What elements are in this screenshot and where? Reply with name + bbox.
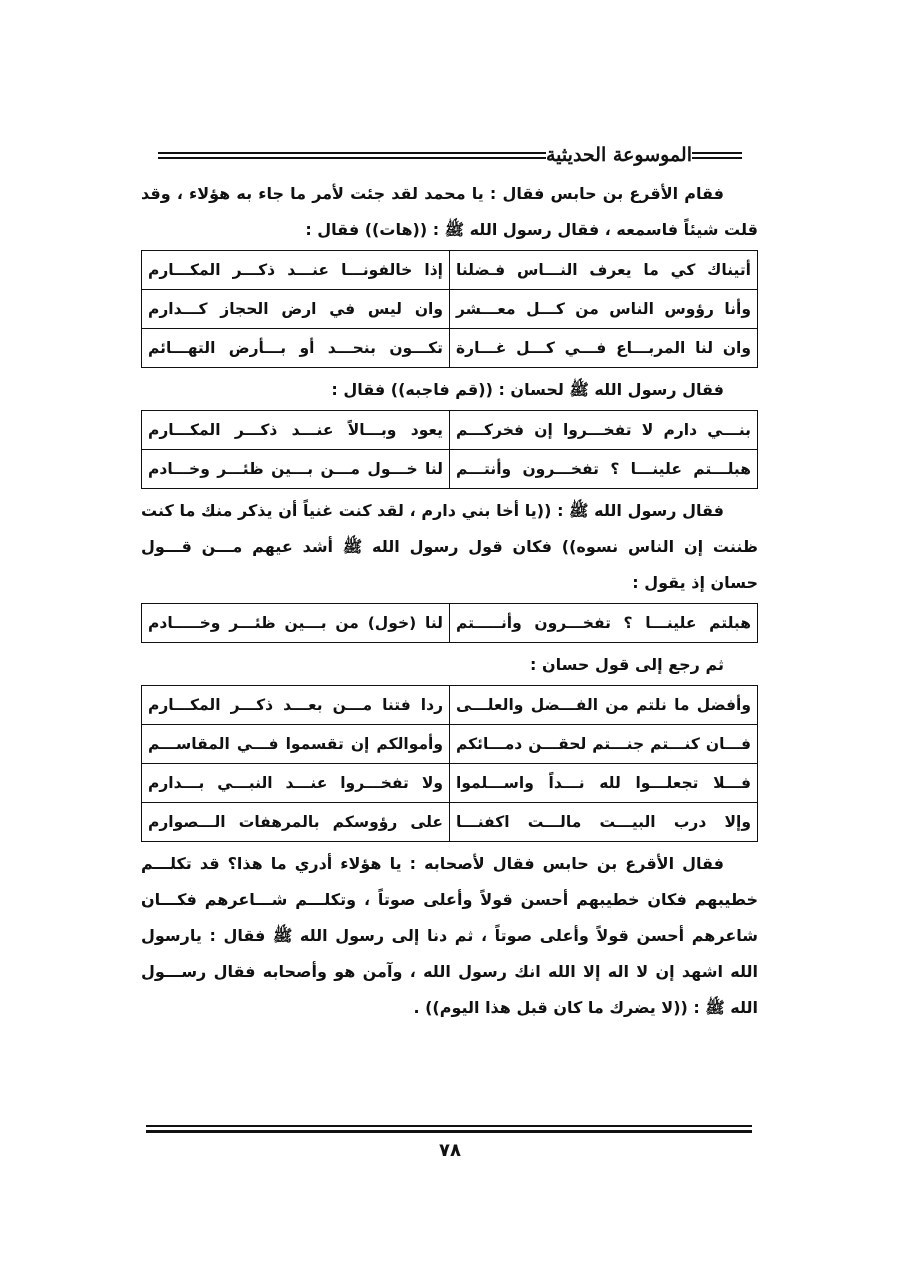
verse-first-half: وأفضل ما نلتم من الفـــضل والعلـــى <box>450 686 758 725</box>
poem-verse <box>142 411 758 450</box>
page-number: ٧٨ <box>439 1140 461 1161</box>
poem-table-2 <box>141 410 758 489</box>
verse-second-half: على رؤوسكم بالمرهفات الـــصوارم <box>142 803 450 842</box>
poem-verse <box>142 329 758 368</box>
verse-second-half: لنا (خول) من بـــين ظئـــر وخـــــادم <box>142 604 450 643</box>
poem-verse <box>142 290 758 329</box>
verse-second-half: ردا فتنا مـــن بعـــد ذكـــر المكـــارم <box>142 686 450 725</box>
paragraph-5: فقال الأقرع بن حابس فقال لأصحابه : يا هؤلاء أدري ما هذا؟ قد تكلـــم خطيبهم فكان خطيبهم أحسن قولاً وأعلى صوتاً ، وتكلـــم شـــاعرهم فكـــان شاعرهم أحسن قولاً وأعلى صوتاً ، ثم دنا إلى رسول الله ﷺ فقال : يارسول الله اشهد إن لا اله إلا الله انك رسول الله ، وآمن هو وأصحابه فقال رســـول الله ﷺ : ((لا يضرك ما كان قبل هذا اليوم)) . <box>141 854 758 1017</box>
verse-first-half: هبلـــتم علينـــا ؟ تفخـــرون وأنتـــم <box>450 450 758 489</box>
page-header-title: الموسوعة الحديثية <box>546 144 692 166</box>
poem-table-1 <box>141 250 758 368</box>
header-rule-long <box>158 152 546 159</box>
header-rule-short <box>692 152 742 159</box>
poem-table-3 <box>141 603 758 643</box>
verse-first-half: أتيناك كي ما يعرف النـــاس فـضلنا <box>450 251 758 290</box>
verse-first-half: بنـــي دارم لا تفخـــروا إن فخركـــم <box>450 411 758 450</box>
verse-second-half: لنا خـــول مـــن بـــين ظئـــر وخـــادم <box>142 450 450 489</box>
page-header <box>146 140 754 170</box>
poem-verse <box>142 450 758 489</box>
verse-first-half: فـــلا تجعلـــوا لله نـــداً واســـلموا <box>450 764 758 803</box>
verse-first-half: فـــان كنـــتم جنـــتم لحقـــن دمـــائكم <box>450 725 758 764</box>
verse-second-half: يعود وبـــالاً عنـــد ذكـــر المكـــارم <box>142 411 450 450</box>
poem-verse <box>142 764 758 803</box>
paragraph-2: فقال رسول الله ﷺ لحسان : ((قم فاجبه)) فقال : <box>331 380 724 399</box>
poem-verse <box>142 725 758 764</box>
footer-rule <box>146 1125 752 1133</box>
paragraph-3: فقال رسول الله ﷺ : ((يا أخا بني دارم ، لقد كنت غنياً أن يذكر منك ما كنت ظننت إن الناس نسوه)) فكان قول رسول الله ﷺ أشد عيهم مـــن قـــول حسان إذ يقول : <box>141 501 758 592</box>
verse-first-half: وإلا درب البيـــت مالـــت اكفنـــا <box>450 803 758 842</box>
page-content <box>141 176 758 1026</box>
verse-second-half: تكـــون بنحـــد أو بـــأرض التهـــائم <box>142 329 450 368</box>
paragraph-4: ثم رجع إلى قول حسان : <box>529 655 724 674</box>
verse-first-half: هبلتم علينـــا ؟ تفخـــرون وأنـــــتم <box>450 604 758 643</box>
verse-second-half: إذا خالفونـــا عنـــد ذكـــر المكـــارم <box>142 251 450 290</box>
poem-verse <box>142 251 758 290</box>
poem-verse <box>142 803 758 842</box>
verse-first-half: وأنا رؤوس الناس من كـــل معـــشر <box>450 290 758 329</box>
poem-table-4 <box>141 685 758 842</box>
verse-second-half: ولا تفخـــروا عنـــد النبـــي بـــدارم <box>142 764 450 803</box>
paragraph-1: فقام الأقرع بن حابس فقال : يا محمد لقد جئت لأمر ما جاء به هؤلاء ، وقد قلت شيئاً فاسمعه ، فقال رسول الله ﷺ : ((هات)) فقال : <box>141 184 758 239</box>
poem-verse <box>142 686 758 725</box>
poem-verse <box>142 604 758 643</box>
verse-second-half: وأموالكم إن تقسموا فـــي المقاســـم <box>142 725 450 764</box>
verse-second-half: وان ليس في ارض الحجاز كـــدارم <box>142 290 450 329</box>
verse-first-half: وان لنا المربـــاع فـــي كـــل غـــارة <box>450 329 758 368</box>
